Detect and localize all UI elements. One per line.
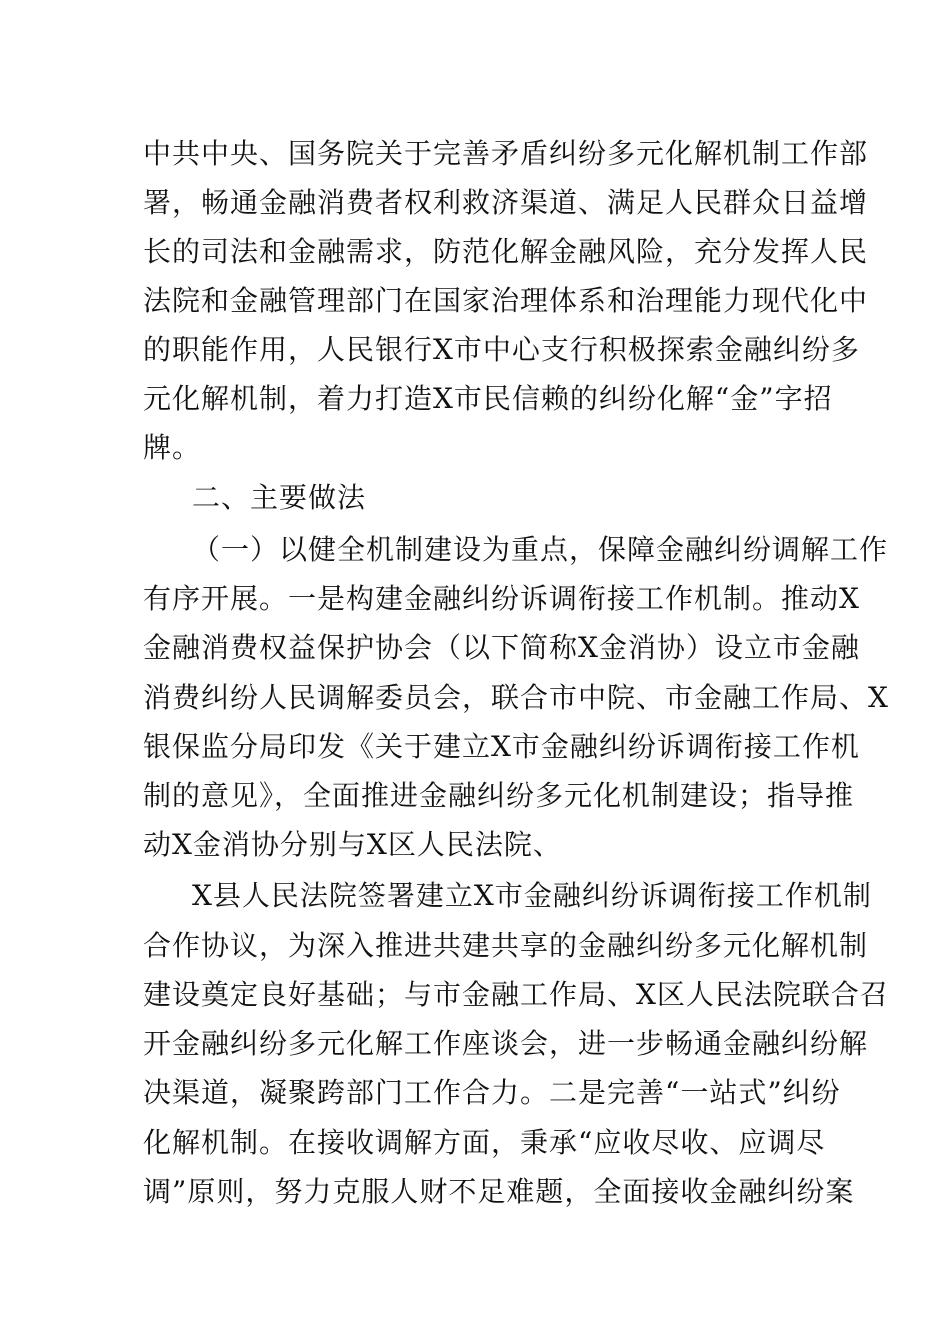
paragraph-3-line-3: 建设奠定良好基础；与市金融工作局、X区人民法院联合召 bbox=[143, 978, 889, 1011]
paragraph-1-line-2: 署，畅通金融消费者权利救济渠道、满足人民群众日益增 bbox=[143, 186, 869, 219]
paragraph-1-line-5: 的职能作用，人民银行X市中心支行积极探索金融纠纷多 bbox=[143, 333, 860, 366]
section-heading: 二、主要做法 bbox=[192, 481, 367, 514]
paragraph-3-line-4: 开金融纠纷多元化解工作座谈会，进一步畅通金融纠纷解 bbox=[143, 1027, 869, 1060]
paragraph-1-line-1: 中共中央、国务院关于完善矛盾纠纷多元化解机制工作部 bbox=[143, 137, 869, 170]
paragraph-1-line-6: 元化解机制，着力打造X市民信赖的纠纷化解“金”字招 bbox=[143, 382, 833, 415]
paragraph-2-line-1: （一）以健全机制建设为重点，保障金融纠纷调解工作 bbox=[192, 533, 889, 566]
paragraph-3-line-6: 化解机制。在接收调解方面，秉承“应收尽收、应调尽 bbox=[143, 1126, 826, 1159]
paragraph-3-line-2: 合作协议，为深入推进共建共享的金融纠纷多元化解机制 bbox=[143, 929, 869, 962]
paragraph-1-line-7: 牌。 bbox=[143, 431, 202, 464]
paragraph-3-line-7: 调”原则，努力克服人财不足难题，全面接收金融纠纷案 bbox=[143, 1175, 855, 1208]
paragraph-2-line-3: 金融消费权益保护协会（以下简称X金消协）设立市金融 bbox=[143, 631, 860, 664]
paragraph-1-line-3: 长的司法和金融需求，防范化解金融风险，充分发挥人民 bbox=[143, 235, 869, 268]
paragraph-1-line-4: 法院和金融管理部门在国家治理体系和治理能力现代化中 bbox=[143, 284, 869, 317]
paragraph-2-line-4: 消费纠纷人民调解委员会，联合市中院、市金融工作局、X bbox=[143, 681, 889, 714]
paragraph-3-line-1: X县人民法院签署建立X市金融纠纷诉调衔接工作机制 bbox=[192, 879, 872, 912]
paragraph-3-line-5: 决渠道，凝聚跨部门工作合力。二是完善“一站式”纠纷 bbox=[143, 1076, 841, 1109]
paragraph-2-line-6: 制的意见》，全面推进金融纠纷多元化机制建设；指导推 bbox=[143, 779, 855, 812]
paragraph-2-line-5: 银保监分局印发《关于建立X市金融纠纷诉调衔接工作机 bbox=[143, 730, 860, 763]
paragraph-2-line-7: 动X金消协分别与X区人民法院、 bbox=[143, 828, 562, 861]
paragraph-2-line-2: 有序开展。一是构建金融纠纷诉调衔接工作机制。推动X bbox=[143, 582, 860, 615]
